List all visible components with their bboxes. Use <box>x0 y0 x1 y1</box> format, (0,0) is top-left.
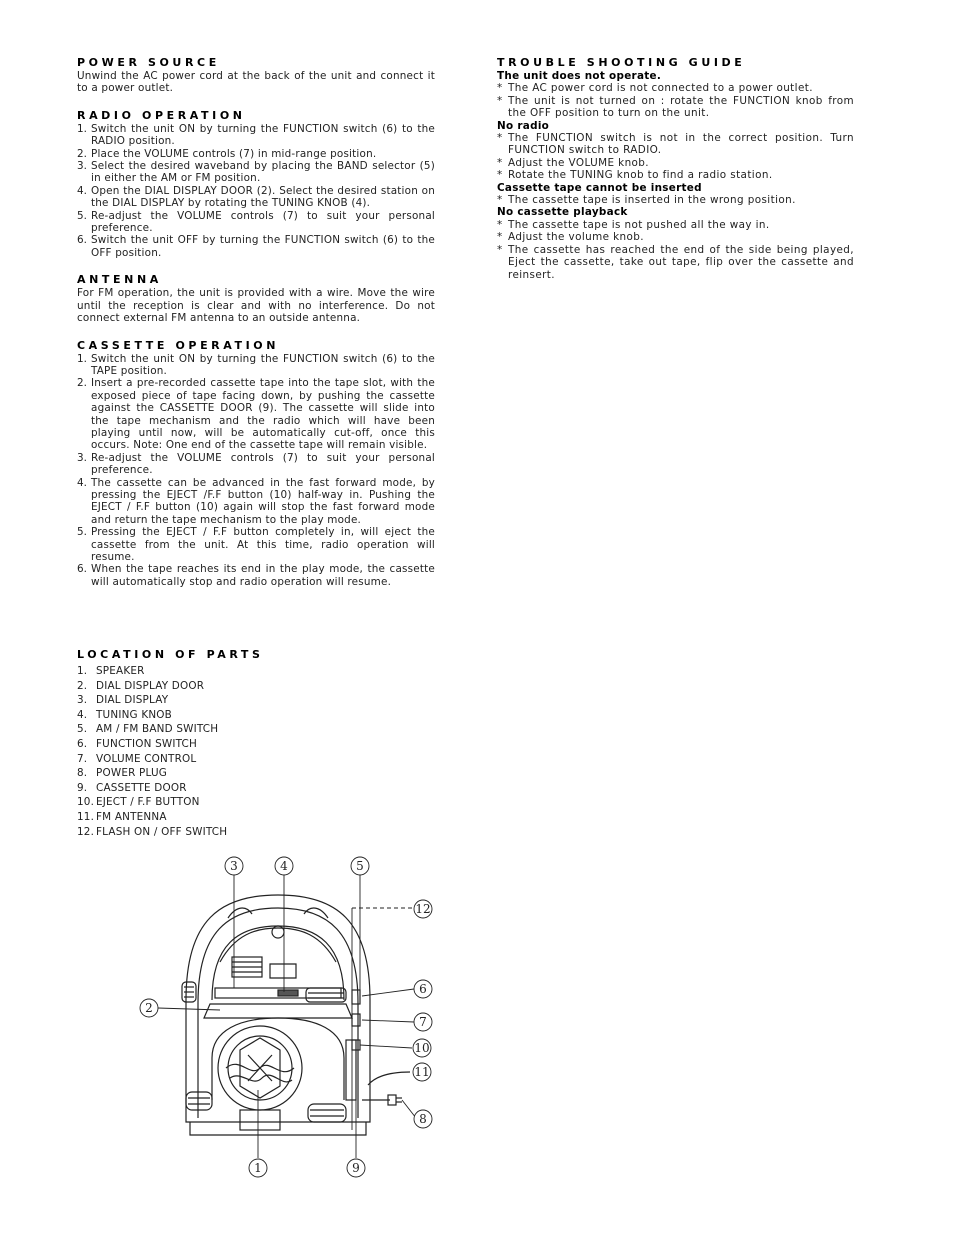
part-item: 5. AM / FM BAND SWITCH <box>77 723 219 736</box>
cassette-operation-steps <box>77 353 435 589</box>
radio-step: 2. Place the VOLUME controls (7) in mid-range position. <box>77 147 377 160</box>
cassette-operation-section <box>77 339 435 589</box>
callout-1 <box>249 1159 267 1177</box>
callout-11 <box>413 1063 431 1081</box>
callout-number: 12 <box>415 902 431 916</box>
cassette-step: 4. The cassette can be advanced in the fast forward mode, by pressing the EJECT /F.F button (10) half-way in. Pushing the EJECT / F.F button (10) again will stop the fast forward mode and return the tape mechanism to the play mode. <box>77 476 435 526</box>
callout-2 <box>140 999 158 1017</box>
parts-list <box>77 664 377 839</box>
solution-item: * Adjust the volume knob. <box>497 231 644 244</box>
solution-item: * The FUNCTION switch is not in the correct position. Turn FUNCTION switch to RADIO. <box>497 132 854 157</box>
cassette-step: 3. Re-adjust the VOLUME controls (7) to suit your personal preference. <box>77 451 435 477</box>
antenna-text: For FM operation, the unit is provided with a wire. Move the wire until the reception is clear and with no interference. Do not connect external FM antenna to an outside antenna. <box>77 287 435 325</box>
solution-item: * Rotate the TUNING knob to find a radio station. <box>497 169 773 182</box>
power-source-heading: POWER SOURCE <box>77 56 220 69</box>
callout-3 <box>225 857 243 875</box>
solution-item: * The cassette has reached the end of the side being played, Eject the cassette, take out tape, flip over the cassette and reinsert. <box>497 243 854 281</box>
jukebox-base <box>190 1122 366 1135</box>
part-item: 2. DIAL DISPLAY DOOR <box>77 679 205 692</box>
part-item: 10. EJECT / F.F BUTTON <box>77 796 200 809</box>
solution-list <box>497 82 854 119</box>
solution-list <box>497 132 854 182</box>
antenna-heading: ANTENNA <box>77 273 162 287</box>
speaker <box>212 1018 344 1110</box>
solution-item: * The cassette tape is not pushed all the way in. <box>497 218 770 231</box>
problem-heading: Cassette tape cannot be inserted <box>497 181 702 194</box>
power-source-section <box>77 56 435 95</box>
radio-step: 3. Select the desired waveband by placing the BAND selector (5) in either the AM or FM position. <box>77 160 435 185</box>
callout-number: 3 <box>230 859 238 873</box>
solution-list <box>497 194 854 206</box>
power-source-text: Unwind the AC power cord at the back of the unit and connect it to a power outlet. <box>77 70 435 95</box>
radio-operation-steps <box>77 123 435 259</box>
callout-6 <box>414 980 432 998</box>
cassette-step: 5. Pressing the EJECT / F.F button completely in, will eject the cassette from the unit. At this time, radio operation will resume. <box>77 526 435 563</box>
callout-number: 6 <box>419 982 427 996</box>
volume-control <box>352 1014 360 1026</box>
problem-heading: No radio <box>497 119 550 132</box>
solution-item: * Adjust the VOLUME knob. <box>497 156 650 169</box>
callout-12 <box>414 900 432 918</box>
jukebox-diagram <box>130 850 450 1190</box>
callout-number: 9 <box>352 1161 360 1175</box>
callout-number: 11 <box>414 1065 430 1079</box>
part-item: 6. FUNCTION SWITCH <box>77 737 198 750</box>
left-side-grill <box>182 982 196 1002</box>
right-column <box>497 56 854 281</box>
left-column <box>77 56 435 602</box>
radio-step: 4. Open the DIAL DISPLAY DOOR (2). Select the desired station on the DIAL DISPLAY by rotating the TUNING KNOB (4). <box>77 184 435 210</box>
callout-10 <box>413 1039 431 1057</box>
cassette-step: 2. Insert a pre-recorded cassette tape into the tape slot, with the exposed piece of tape facing down, by pushing the cassette against the CASSETTE DOOR (9). The cassette will slide into the tape mechanism and the radio which will have been playing until now, will be automatically cut-off, once this occurs. Note: One end of the cassette tape will remain visible. <box>77 377 435 452</box>
jukebox-body <box>186 895 370 1122</box>
callout-number: 10 <box>414 1041 430 1055</box>
radio-step: 1. Switch the unit ON by turning the FUNCTION switch (6) to the RADIO position. <box>77 122 435 148</box>
part-item: 9. CASSETTE DOOR <box>77 781 187 794</box>
solution-item: * The cassette tape is inserted in the wrong position. <box>497 194 796 207</box>
solution-item: * The unit is not turned on : rotate the FUNCTION knob from the OFF position to turn on the unit. <box>497 94 854 120</box>
part-item: 1. SPEAKER <box>77 665 145 677</box>
right-side-grill <box>306 988 346 1002</box>
radio-step: 6. Switch the unit OFF by turning the FUNCTION switch (6) to the OFF position. <box>77 234 435 259</box>
solution-item: * The AC power cord is not connected to a power outlet. <box>497 82 813 95</box>
cassette-step: 6. When the tape reaches its end in the play mode, the cassette will automatically stop and radio operation will resume. <box>77 563 435 588</box>
radio-step: 5. Re-adjust the VOLUME controls (7) to suit your personal preference. <box>77 209 435 235</box>
part-item: 3. DIAL DISPLAY <box>77 694 169 707</box>
radio-operation-heading: RADIO OPERATION <box>77 108 246 122</box>
callout-9 <box>347 1159 365 1177</box>
part-item: 11. FM ANTENNA <box>77 810 167 823</box>
trouble-shooting-heading: TROUBLE SHOOTING GUIDE <box>497 56 746 69</box>
fm-antenna <box>368 1072 410 1085</box>
radio-operation-section <box>77 109 435 259</box>
callout-4 <box>275 857 293 875</box>
part-item: 4. TUNING KNOB <box>77 708 173 721</box>
callout-number: 8 <box>419 1112 427 1126</box>
cassette-step: 1. Switch the unit ON by turning the FUNCTION switch (6) to the TAPE position. <box>77 352 435 377</box>
callout-5 <box>351 857 369 875</box>
callout-number: 7 <box>419 1015 427 1029</box>
location-of-parts-section <box>77 648 377 839</box>
callout-number: 4 <box>280 859 288 873</box>
function-switch <box>352 990 360 1004</box>
problem-heading: No cassette playback <box>497 206 628 219</box>
callout-7 <box>414 1013 432 1031</box>
location-of-parts-heading: LOCATION OF PARTS <box>77 648 264 661</box>
callout-number: 1 <box>254 1161 262 1175</box>
cassette-door <box>346 1040 356 1100</box>
callout-number: 5 <box>356 859 364 873</box>
part-item: 12. FLASH ON / OFF SWITCH <box>77 825 228 838</box>
callout-number: 2 <box>145 1001 153 1015</box>
callout-8 <box>414 1110 432 1128</box>
dial-display-door <box>204 1004 352 1018</box>
problem-heading: The unit does not operate. <box>497 70 662 82</box>
part-item: 7. VOLUME CONTROL <box>77 752 197 765</box>
part-item: 8. POWER PLUG <box>77 767 167 780</box>
solution-list <box>497 219 854 281</box>
cassette-operation-heading: CASSETTE OPERATION <box>77 338 280 352</box>
antenna-section <box>77 273 435 324</box>
